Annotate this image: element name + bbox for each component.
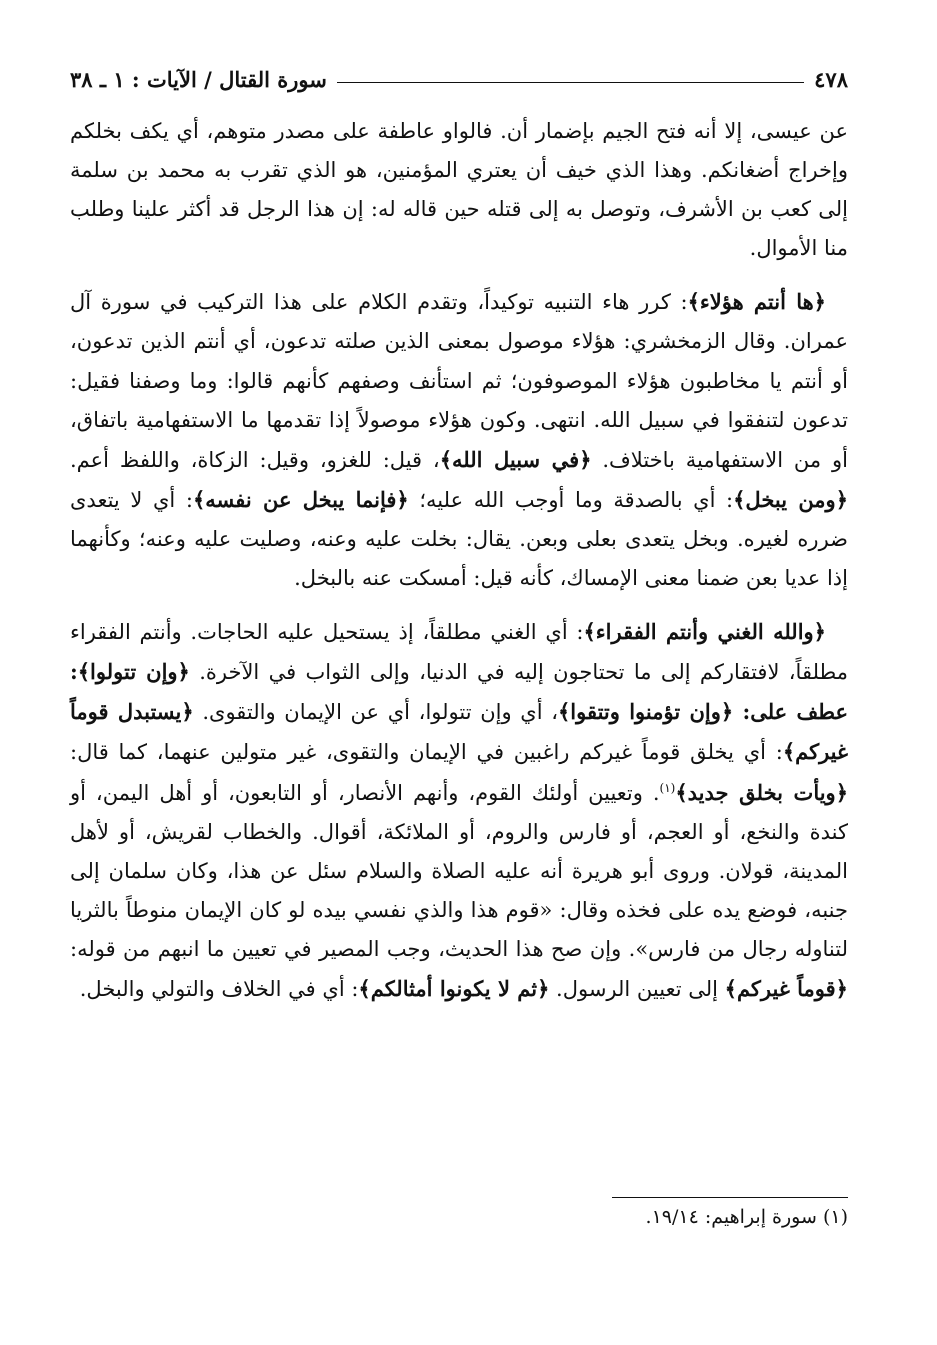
text-run: : أي الغني مطلقاً، إذ يستحيل عليه الحاجات. وأنتم الفقراء مطلقاً، لافتقاركم إلى ما تحتاجون إليه في الدنيا، وإلى الثواب في الآخرة. bbox=[70, 620, 848, 685]
quran-quote: ﴿ثم لا يكونوا أمثالكم﴾ bbox=[358, 975, 550, 1001]
paragraph-3 bbox=[70, 612, 848, 1009]
header-rule bbox=[337, 82, 804, 83]
text-run: ، قيل: للغزو، وقيل: الزكاة، واللفظ أعم. bbox=[70, 447, 440, 472]
quran-quote: ﴿ها أنتم هؤلاء﴾ bbox=[687, 289, 826, 315]
text-run: : أي يخلق قوماً غيركم راغبين في الإيمان والتقوى، غير متولين عنهما، كما قال: bbox=[70, 740, 783, 765]
quran-quote: ﴿والله الغني وأنتم الفقراء﴾ bbox=[583, 619, 826, 645]
quran-quote: ﴿يستبدل قوماً غيركم﴾ bbox=[70, 699, 848, 765]
text-run: : كرر هاء التنبيه توكيداً، وتقدم الكلام على هذا التركيب في سورة آل عمران. وقال الزمخشري: هؤلاء موصول بمعنى الذين صلته تدعون، أي أنتم الذين تدعون، أو أنتم يا مخاطبون هؤلاء الموصوفون؛ ثم استأنف وصفهم كأنهم قالوا: وما وصفنا فقيل: تدعون لتنفقوا في سبيل الله. انتهى. وكون هؤلاء موصولاً إذا تقدمها ما الاستفهامية باتفاق، أو من الاستفهامية باختلاف. bbox=[70, 290, 849, 472]
text-run: إلى تعيين الرسول. bbox=[549, 976, 725, 1001]
text-run: : أي لا يتعدى ضرره لغيره. وبخل يتعدى بعلى وبعن. يقال: بخلت عليه وعنه، وصليت عليه وعنه؛ وكأنهما إذا عديا بعن ضمنا معنى الإمساك، كأنه قيل: أمسكت عنه بالبخل. bbox=[70, 487, 848, 591]
paragraph-2 bbox=[70, 282, 848, 598]
text-run: . وتعيين أولئك القوم، وأنهم الأنصار، أو التابعون، أو أهل اليمن، أو كندة والنخع، أو العجم، أو فارس والروم، أو الملائكة، أقوال. والخطاب لقريش، أو لأهل المدينة، قولان. وروى أبو هريرة أنه عليه الصلاة والسلام سئل عن هذا، وكان سلمان إلى جنبه، فوضع يده على فخذه وقال: «قوم هذا والذي نفسي بيده لو كان الإيمان منوطاً بالثريا لتناوله رجال من فارس». وإن صح هذا الحديث، وجب المصير في تعيين ما انبهم من قوله: bbox=[70, 780, 848, 961]
quran-quote: ﴿وإن تتولوا﴾: عطف على: ﴿وإن تؤمنوا وتتقوا﴾ bbox=[70, 659, 848, 725]
running-title: سورة القتال / الآيات : ١ ـ ٣٨ bbox=[70, 66, 327, 92]
text-run: : أي في الخلاف والتولي والبخل. bbox=[79, 976, 359, 1001]
quran-quote: ﴿في سبيل الله﴾ bbox=[439, 446, 592, 472]
body-text bbox=[70, 112, 848, 1023]
quran-quote: ﴿فإنما يبخل عن نفسه﴾ bbox=[192, 486, 409, 512]
text-run: عن عيسى، إلا أنه فتح الجيم بإضمار أن. فالواو عاطفة على مصدر متوهم، أي يكف بخلكم وإخراج أضغانكم. وهذا الذي خيف أن يعتري المؤمنين، هو الذي تقرب به محمد بن سلمة إلى كعب بن الأشرف، وتوصل به إلى قتله حين قاله له: إن هذا الرجل قد أكثر علينا وطلب منا الأموال. bbox=[70, 119, 849, 261]
text-run: ، أي وإن تتولوا، أي عن الإيمان والتقوى. bbox=[193, 700, 558, 725]
page-number: ٤٧٨ bbox=[814, 66, 848, 92]
quran-quote: ﴿ومن يبخل﴾ bbox=[733, 486, 849, 512]
text-run: : أي بالصدقة وما أوجب الله عليه؛ bbox=[408, 487, 734, 512]
quran-quote: ﴿ويأت بخلق جديد﴾ bbox=[675, 779, 849, 805]
paragraph-1 bbox=[70, 112, 848, 268]
quran-quote: ﴿قوماً غيركم﴾ bbox=[724, 975, 848, 1001]
footnote-rule bbox=[612, 1197, 848, 1198]
page-header bbox=[70, 62, 848, 96]
footnote: (١) سورة إبراهيم: ١٩/١٤. bbox=[645, 1206, 848, 1228]
footnote-ref: (١) bbox=[659, 780, 676, 795]
